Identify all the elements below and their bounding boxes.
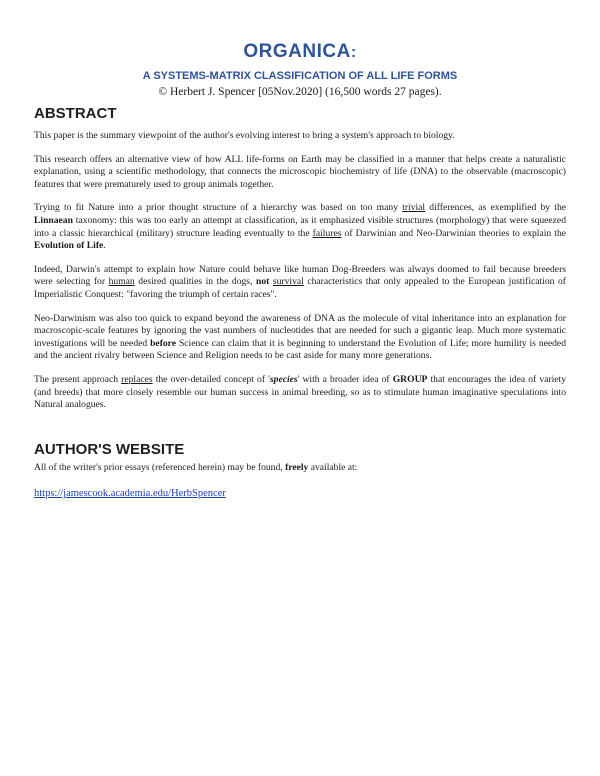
website-paragraph	[34, 462, 566, 475]
author-byline: © Herbert J. Spencer [05Nov.2020] (16,500 words 27 pages).	[158, 86, 442, 98]
text-run: Science can claim that it is beginning to understand the Evolution of Life; more humility is needed and the ancient rivalry between Science and Religion needs to be cast aside for many more generations.	[34, 337, 566, 362]
underlined-term: trivial	[402, 202, 426, 214]
paper-subtitle: A SYSTEMS-MATRIX CLASSIFICATION OF ALL LIFE FORMS	[142, 70, 458, 82]
text-run: All of the writer's prior essays (referenced herein) may be found,	[34, 461, 286, 473]
underlined-term: replaces	[121, 373, 153, 385]
text-run: desired qualities in the dogs,	[134, 276, 256, 288]
website-heading: AUTHOR'S WEBSITE	[34, 440, 185, 458]
title-text: ORGANICA	[243, 41, 351, 62]
text-run: taxonomy: this was too early an attempt at classification, as it emphasized visible structures (morphology) that were squeezed into a classic hierarchical (military) structure leading eventually to the	[34, 214, 566, 239]
text-run: The present approach	[34, 373, 122, 385]
text-run: available at:	[308, 461, 358, 473]
underlined-term: survival	[272, 276, 304, 288]
abstract-paragraph-6	[34, 374, 566, 412]
text-run: Neo-Darwinism was also too quick to expand beyond the awareness of DNA as the molecule of vital inheritance into an explanation for macroscopic-scale features by ignoring the vast numbers of nucleotides that are needed for such a gigantic leap. Much more systematic investigations will be needed	[34, 312, 566, 349]
bold-term: not	[256, 276, 270, 288]
text-run: ' with a broader idea of	[297, 373, 393, 385]
text-run: Indeed, Darwin's attempt to explain how Nature could behave like human Dog-Breeders was always doomed to fail because breeders were selecting for	[34, 263, 566, 288]
bold-term: freely	[285, 461, 309, 473]
text-run: of Darwinian and Neo-Darwinian theories to explain the	[341, 227, 566, 239]
abstract-paragraph-3	[34, 202, 566, 252]
abstract-paragraph-1: This paper is the summary viewpoint of the author's evolving interest to bring a system's approach to biology.	[34, 130, 455, 141]
title-colon: :	[350, 44, 357, 61]
abstract-paragraph-5	[34, 313, 566, 363]
bold-italic-term: species	[269, 373, 298, 385]
abstract-paragraph-4	[34, 264, 566, 302]
text-run: characteristics that only appealed to the European justification of Imperialistic Conquest: "favoring the triumph of certain races".	[34, 276, 566, 300]
text-run: the over-detailed concept of '	[152, 373, 270, 385]
text-run: .	[103, 240, 106, 252]
bold-term: GROUP	[392, 373, 428, 385]
abstract-paragraph-2: This research offers an alternative view of how ALL life-forms on Earth may be classified in a manner that helps create a naturalistic explanation, using a scientific methodology, that connects the microscopic biochemistry of life (DNA) to the observable (macroscopic) features that were prematurely used to group animals together.	[34, 153, 566, 190]
bold-term: Linnaean	[34, 214, 73, 226]
bold-term: before	[150, 337, 177, 349]
academia-link[interactable]: https://jamescook.academia.edu/HerbSpencer	[34, 488, 226, 500]
bold-term: Evolution of Life	[34, 240, 104, 252]
underlined-term: human	[108, 276, 135, 288]
underlined-term: failures	[312, 227, 342, 239]
text-run: that encourages the idea of variety (and breeds) that more closely resemble our human success in animal breeding, so as to stimulate human imaginative speculations into Natural analogues.	[34, 373, 566, 411]
text-run: Trying to fit Nature into a prior thought structure of a hierarchy was based on too many	[34, 202, 403, 214]
paper-title	[34, 0, 566, 64]
text-run: differences, as exemplified by the	[425, 202, 567, 214]
abstract-heading: ABSTRACT	[34, 105, 117, 122]
